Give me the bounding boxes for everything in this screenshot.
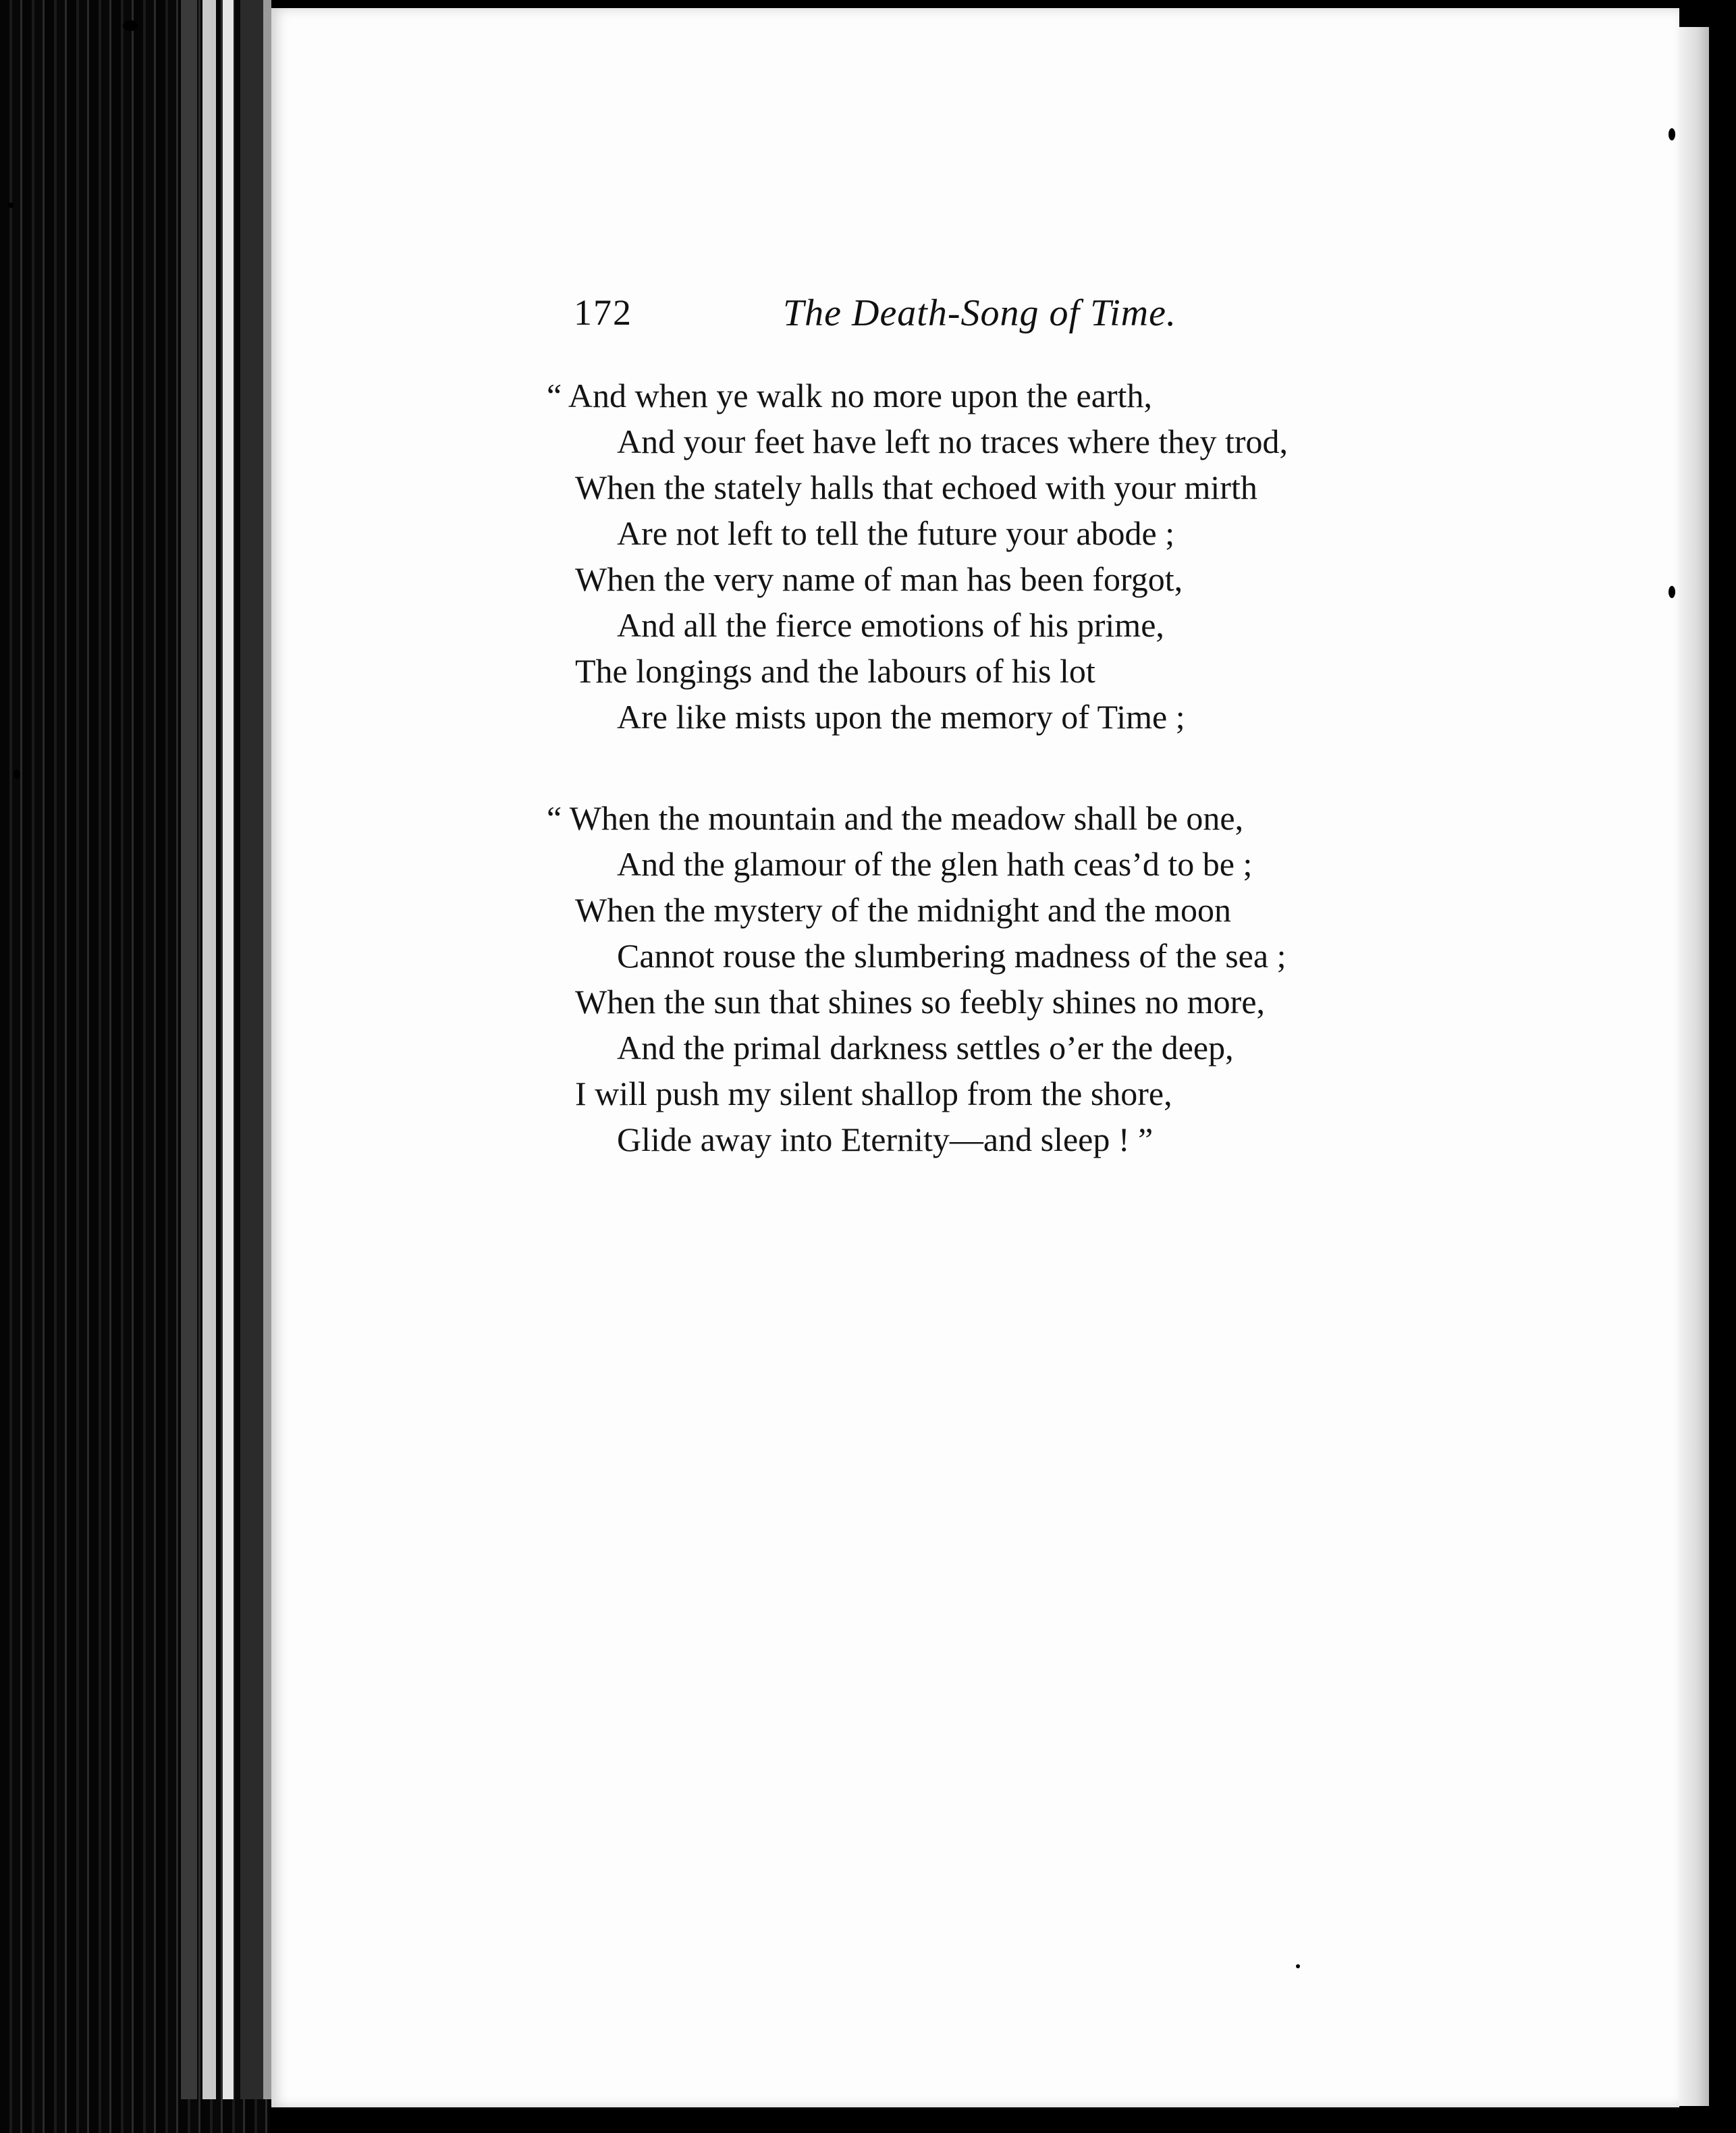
poem-line: And your feet have left no traces where they trod,: [617, 423, 1289, 460]
poem-line: When the mystery of the midnight and the moon: [575, 891, 1232, 929]
poem-line: Cannot rouse the slumbering madness of the sea ;: [617, 937, 1286, 975]
poem-line: And the primal darkness settles o’er the deep,: [617, 1029, 1234, 1066]
poem-line: Glide away into Eternity—and sleep ! ”: [617, 1120, 1154, 1158]
poem-line: Are not left to tell the future your abode ;: [617, 514, 1175, 552]
adjacent-page-edge: [1679, 27, 1709, 2106]
page-edge-strip: [181, 0, 197, 2099]
poem: [547, 373, 1669, 1218]
poem-line: “ When the mountain and the meadow shall be one,: [547, 799, 1244, 837]
poem-line: Are like mists upon the memory of Time ;: [617, 698, 1185, 736]
poem-line: And all the fierce emotions of his prime,: [617, 606, 1164, 644]
right-dark-band: [1709, 0, 1736, 2133]
scan-speck: [1669, 128, 1675, 140]
scan-speck: [1669, 586, 1675, 598]
poem-line: “ And when ye walk no more upon the earth,: [547, 377, 1152, 414]
poem-line: When the stately halls that echoed with your mirth: [575, 468, 1257, 506]
poem-line: When the sun that shines so feebly shines no more,: [575, 983, 1266, 1021]
scan-speck: [13, 770, 20, 779]
stanza: [547, 373, 1669, 740]
page-edge-strip: [263, 0, 271, 2099]
poem-line: I will push my silent shallop from the shore,: [575, 1075, 1172, 1112]
poem-line: The longings and the labours of his lot: [575, 652, 1095, 690]
book-page: [271, 8, 1679, 2107]
scan-speck: [1296, 1964, 1300, 1968]
scan-speck: [123, 20, 138, 31]
stanza: [547, 795, 1669, 1162]
running-head: [574, 292, 1532, 346]
page-edge-strip: [202, 0, 216, 2099]
page-edge-strip: [223, 0, 234, 2099]
scan-speck: [8, 202, 13, 208]
page-title: The Death-Song of Time.: [783, 292, 1176, 334]
poem-line: And the glamour of the glen hath ceas’d to be ;: [617, 845, 1253, 883]
page-number: 172: [574, 292, 632, 333]
page-edge-strip: [240, 0, 263, 2099]
poem-line: When the very name of man has been forgot,: [575, 560, 1183, 598]
